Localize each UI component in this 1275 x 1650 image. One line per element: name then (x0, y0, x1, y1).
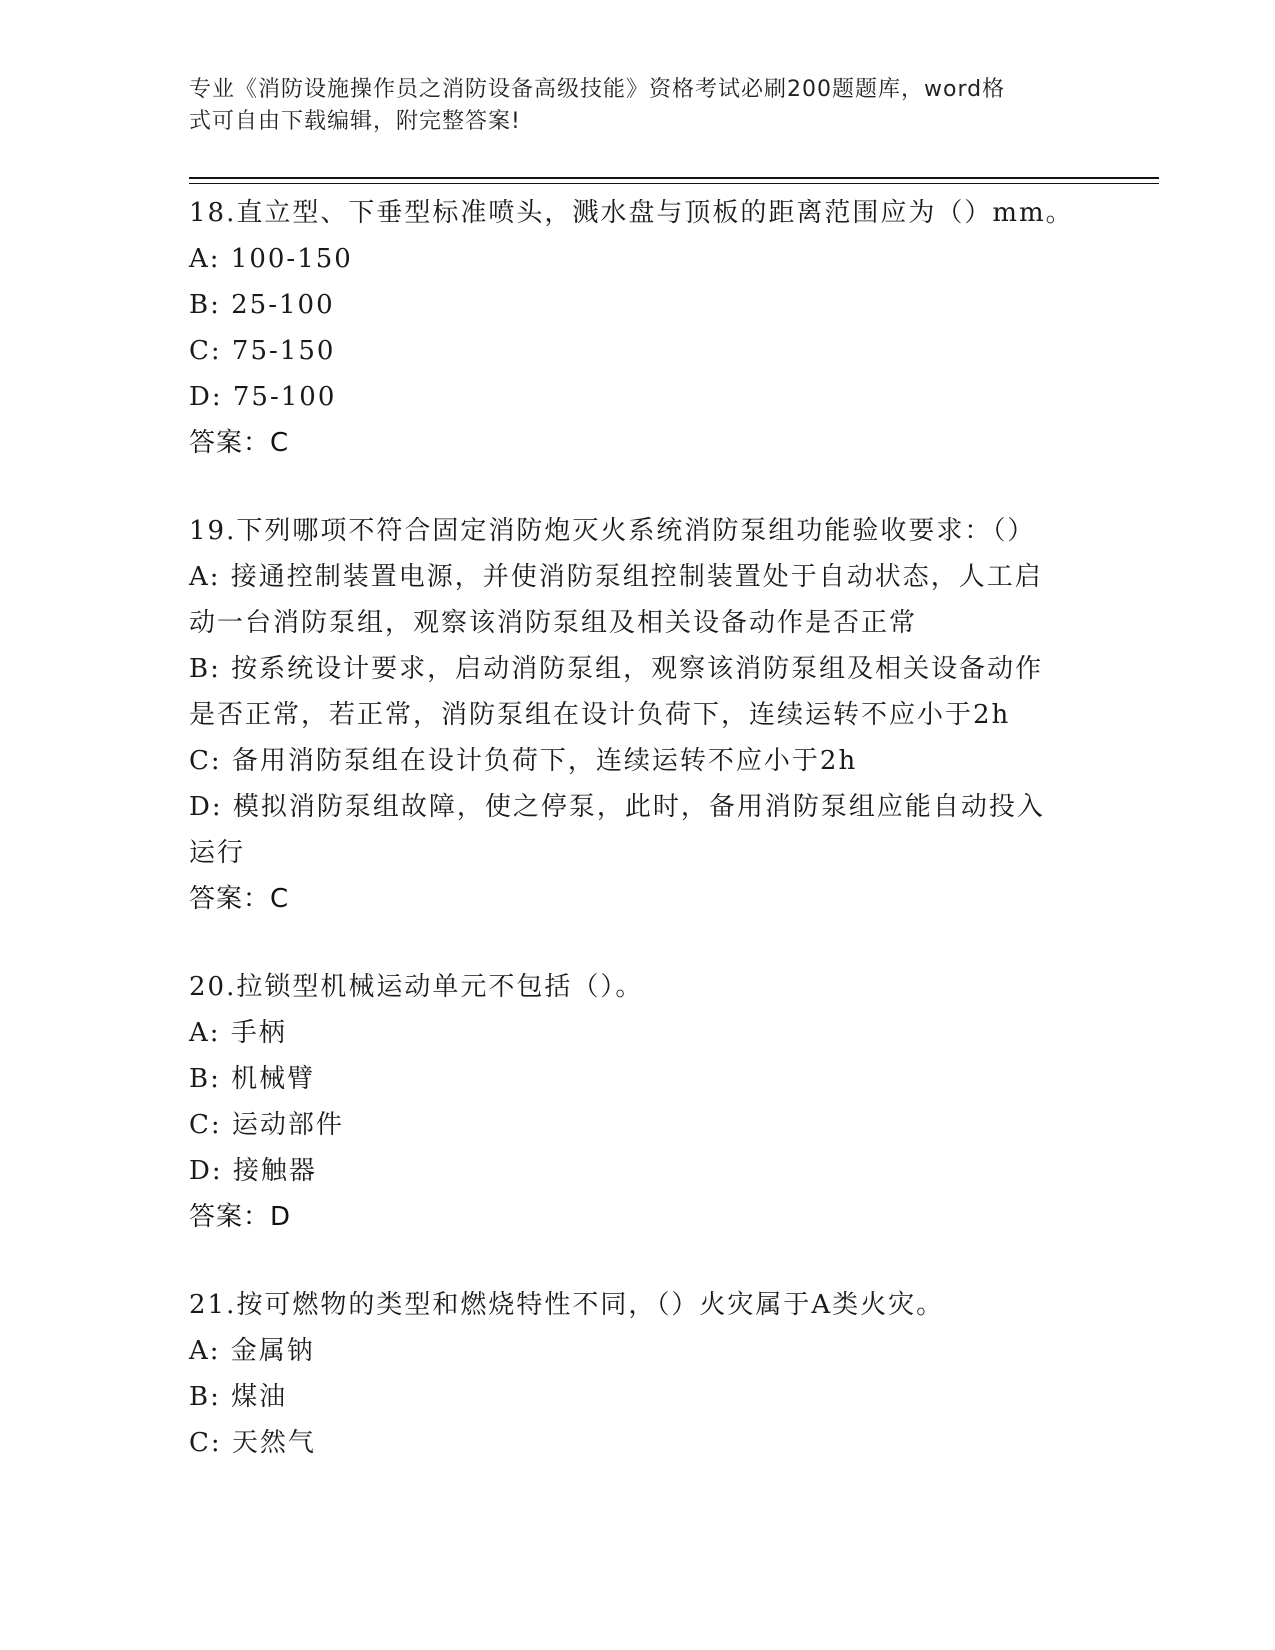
document-header (189, 74, 1069, 138)
header-line-2: 式可自由下载编辑，附完整答案! (189, 109, 521, 134)
option-d: D: 75-100 (189, 382, 337, 412)
option-c: C: 运动部件 (189, 1110, 344, 1140)
option-b: B: 按系统设计要求，启动消防泵组，观察该消防泵组及相关设备动作 (189, 654, 1044, 684)
option-b-continued: 是否正常，若正常，消防泵组在设计负荷下，连续运转不应小于2h (189, 700, 1011, 730)
question-list (189, 190, 1089, 1508)
answer: 答案：C (189, 428, 290, 458)
option-b: B: 煤油 (189, 1382, 288, 1412)
option-c: C: 天然气 (189, 1428, 316, 1458)
question-20 (189, 964, 1089, 1240)
option-b: B: 机械臂 (189, 1064, 316, 1094)
option-d: D: 接触器 (189, 1156, 317, 1186)
question-19 (189, 508, 1089, 922)
question-stem: 21.按可燃物的类型和燃烧特性不同，（）火灾属于A类火灾。 (189, 1290, 945, 1320)
option-d: D: 模拟消防泵组故障，使之停泵，此时，备用消防泵组应能自动投入 (189, 792, 1045, 822)
option-b: B: 25-100 (189, 290, 335, 320)
option-a: A: 接通控制装置电源，并使消防泵组控制装置处于自动状态，人工启 (189, 562, 1043, 592)
question-stem: 20.拉锁型机械运动单元不包括（）。 (189, 972, 644, 1002)
option-a: A: 金属钠 (189, 1336, 315, 1366)
option-c: C: 备用消防泵组在设计负荷下，连续运转不应小于2h (189, 746, 858, 776)
question-18 (189, 190, 1089, 466)
question-stem: 18.直立型、下垂型标准喷头，溅水盘与顶板的距离范围应为（）mm。 (189, 198, 1074, 228)
answer: 答案：C (189, 884, 290, 914)
header-line-1: 专业《消防设施操作员之消防设备高级技能》资格考试必刷200题题库，word格 (189, 77, 1006, 102)
option-c: C: 75-150 (189, 336, 336, 366)
header-rule-thin (189, 183, 1159, 184)
option-a-continued: 动一台消防泵组，观察该消防泵组及相关设备动作是否正常 (189, 608, 918, 638)
question-stem: 19.下列哪项不符合固定消防炮灭火系统消防泵组功能验收要求：（） (189, 516, 1036, 546)
question-21 (189, 1282, 1089, 1466)
option-a: A: 100-150 (189, 244, 353, 274)
option-d-continued: 运行 (189, 838, 246, 868)
option-a: A: 手柄 (189, 1018, 287, 1048)
header-rule-thick (189, 177, 1159, 179)
answer: 答案：D (189, 1202, 292, 1232)
